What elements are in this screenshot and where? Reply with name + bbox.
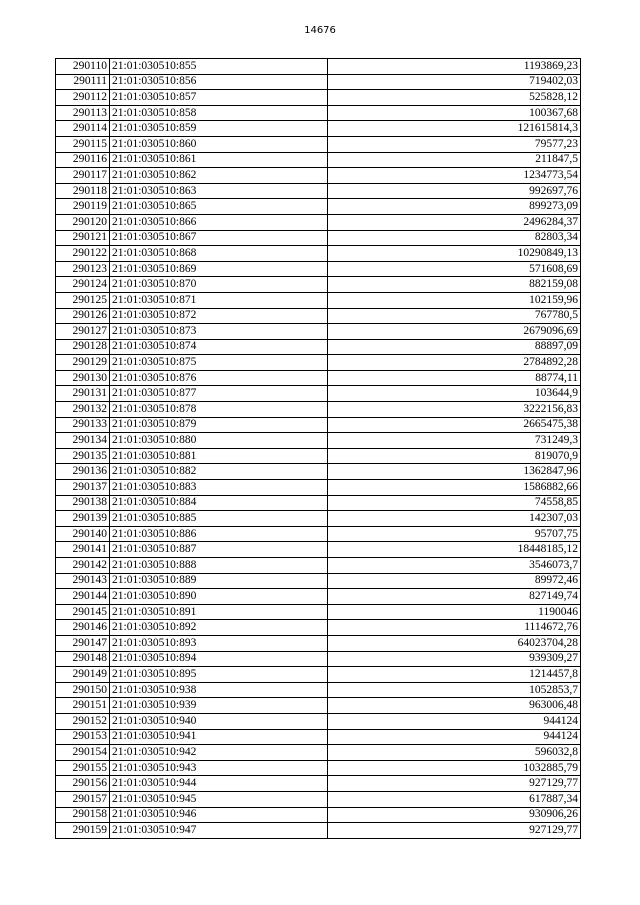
cadastral-value-cell: 1362847,96 [328, 464, 581, 480]
table-row [56, 339, 581, 355]
cadastral-value-cell: 102159,96 [328, 292, 581, 308]
table-row [56, 370, 581, 386]
table-row [56, 635, 581, 651]
cadastral-number-cell: 21:01:030510:940 [110, 713, 328, 729]
cadastral-number-cell: 21:01:030510:872 [110, 308, 328, 324]
cadastral-number-cell: 21:01:030510:857 [110, 90, 328, 106]
cadastral-value-cell: 927129,77 [328, 823, 581, 839]
row-number-cell: 290146 [56, 620, 110, 636]
row-number-cell: 290125 [56, 292, 110, 308]
cadastral-value-cell: 827149,74 [328, 589, 581, 605]
cadastral-value-cell: 596032,8 [328, 745, 581, 761]
cadastral-value-cell: 89972,46 [328, 573, 581, 589]
row-number-cell: 290141 [56, 542, 110, 558]
cadastral-number-cell: 21:01:030510:881 [110, 448, 328, 464]
cadastral-value-cell: 88774,11 [328, 370, 581, 386]
table-row [56, 760, 581, 776]
table-row [56, 152, 581, 168]
cadastral-number-cell: 21:01:030510:947 [110, 823, 328, 839]
table-row [56, 495, 581, 511]
table-row [56, 386, 581, 402]
cadastral-number-cell: 21:01:030510:856 [110, 74, 328, 90]
cadastral-number-cell: 21:01:030510:885 [110, 511, 328, 527]
cadastral-value-cell: 944124 [328, 713, 581, 729]
row-number-cell: 290119 [56, 199, 110, 215]
table-body [56, 59, 581, 839]
cadastral-value-cell: 819070,9 [328, 448, 581, 464]
cadastral-number-cell: 21:01:030510:859 [110, 121, 328, 137]
cadastral-value-cell: 525828,12 [328, 90, 581, 106]
cadastral-value-cell: 18448185,12 [328, 542, 581, 558]
row-number-cell: 290129 [56, 355, 110, 371]
table-row [56, 261, 581, 277]
table-row [56, 214, 581, 230]
table-row [56, 277, 581, 293]
row-number-cell: 290156 [56, 776, 110, 792]
cadastral-value-cell: 3222156,83 [328, 402, 581, 418]
cadastral-number-cell: 21:01:030510:888 [110, 558, 328, 574]
cadastral-number-cell: 21:01:030510:883 [110, 480, 328, 496]
cadastral-value-cell: 939309,27 [328, 651, 581, 667]
row-number-cell: 290135 [56, 448, 110, 464]
table-row [56, 558, 581, 574]
cadastral-value-cell: 2665475,38 [328, 417, 581, 433]
table-row [56, 729, 581, 745]
cadastral-value-cell: 882159,08 [328, 277, 581, 293]
table-row [56, 526, 581, 542]
cadastral-number-cell: 21:01:030510:855 [110, 59, 328, 75]
cadastral-number-cell: 21:01:030510:939 [110, 698, 328, 714]
table-row [56, 448, 581, 464]
cadastral-number-cell: 21:01:030510:891 [110, 604, 328, 620]
table-row [56, 105, 581, 121]
row-number-cell: 290118 [56, 183, 110, 199]
table-row [56, 355, 581, 371]
cadastral-value-cell: 944124 [328, 729, 581, 745]
cadastral-number-cell: 21:01:030510:876 [110, 370, 328, 386]
cadastral-number-cell: 21:01:030510:880 [110, 433, 328, 449]
cadastral-number-cell: 21:01:030510:862 [110, 168, 328, 184]
cadastral-value-cell: 103644,9 [328, 386, 581, 402]
row-number-cell: 290140 [56, 526, 110, 542]
cadastral-value-cell: 79577,23 [328, 136, 581, 152]
cadastral-number-cell: 21:01:030510:860 [110, 136, 328, 152]
cadastral-value-cell: 100367,68 [328, 105, 581, 121]
cadastral-number-cell: 21:01:030510:886 [110, 526, 328, 542]
table-row [56, 604, 581, 620]
table-row [56, 713, 581, 729]
table-row [56, 589, 581, 605]
cadastral-number-cell: 21:01:030510:887 [110, 542, 328, 558]
cadastral-number-cell: 21:01:030510:943 [110, 760, 328, 776]
table-row [56, 480, 581, 496]
table-row [56, 823, 581, 839]
cadastral-number-cell: 21:01:030510:868 [110, 246, 328, 262]
row-number-cell: 290147 [56, 635, 110, 651]
table-row [56, 464, 581, 480]
row-number-cell: 290127 [56, 324, 110, 340]
row-number-cell: 290159 [56, 823, 110, 839]
row-number-cell: 290155 [56, 760, 110, 776]
cadastral-number-cell: 21:01:030510:894 [110, 651, 328, 667]
row-number-cell: 290111 [56, 74, 110, 90]
cadastral-value-cell: 899273,09 [328, 199, 581, 215]
table-row [56, 745, 581, 761]
cadastral-value-cell: 211847,5 [328, 152, 581, 168]
table-row [56, 682, 581, 698]
cadastral-number-cell: 21:01:030510:889 [110, 573, 328, 589]
row-number-cell: 290130 [56, 370, 110, 386]
row-number-cell: 290149 [56, 667, 110, 683]
table-row [56, 698, 581, 714]
row-number-cell: 290114 [56, 121, 110, 137]
cadastral-number-cell: 21:01:030510:942 [110, 745, 328, 761]
table-row [56, 651, 581, 667]
cadastral-number-cell: 21:01:030510:895 [110, 667, 328, 683]
cadastral-number-cell: 21:01:030510:863 [110, 183, 328, 199]
row-number-cell: 290124 [56, 277, 110, 293]
row-number-cell: 290151 [56, 698, 110, 714]
row-number-cell: 290126 [56, 308, 110, 324]
row-number-cell: 290150 [56, 682, 110, 698]
cadastral-value-cell: 74558,85 [328, 495, 581, 511]
cadastral-value-table [55, 58, 581, 839]
row-number-cell: 290131 [56, 386, 110, 402]
row-number-cell: 290110 [56, 59, 110, 75]
cadastral-value-cell: 731249,3 [328, 433, 581, 449]
table-row [56, 121, 581, 137]
cadastral-number-cell: 21:01:030510:861 [110, 152, 328, 168]
row-number-cell: 290139 [56, 511, 110, 527]
table-row [56, 292, 581, 308]
cadastral-number-cell: 21:01:030510:871 [110, 292, 328, 308]
table-row [56, 230, 581, 246]
cadastral-value-cell: 95707,75 [328, 526, 581, 542]
cadastral-number-cell: 21:01:030510:941 [110, 729, 328, 745]
cadastral-value-cell: 1234773,54 [328, 168, 581, 184]
cadastral-value-cell: 719402,03 [328, 74, 581, 90]
cadastral-value-cell: 10290849,13 [328, 246, 581, 262]
table-row [56, 667, 581, 683]
page-number: 14676 [304, 25, 336, 36]
cadastral-number-cell: 21:01:030510:865 [110, 199, 328, 215]
cadastral-number-cell: 21:01:030510:890 [110, 589, 328, 605]
cadastral-number-cell: 21:01:030510:893 [110, 635, 328, 651]
cadastral-value-cell: 1052853,7 [328, 682, 581, 698]
row-number-cell: 290121 [56, 230, 110, 246]
cadastral-number-cell: 21:01:030510:873 [110, 324, 328, 340]
table-row [56, 791, 581, 807]
table-row [56, 199, 581, 215]
row-number-cell: 290122 [56, 246, 110, 262]
cadastral-value-cell: 2496284,37 [328, 214, 581, 230]
row-number-cell: 290152 [56, 713, 110, 729]
cadastral-number-cell: 21:01:030510:938 [110, 682, 328, 698]
cadastral-value-cell: 82803,34 [328, 230, 581, 246]
table-row [56, 59, 581, 75]
cadastral-number-cell: 21:01:030510:867 [110, 230, 328, 246]
cadastral-value-cell: 2679096,69 [328, 324, 581, 340]
row-number-cell: 290113 [56, 105, 110, 121]
row-number-cell: 290112 [56, 90, 110, 106]
row-number-cell: 290134 [56, 433, 110, 449]
row-number-cell: 290132 [56, 402, 110, 418]
cadastral-value-cell: 2784892,28 [328, 355, 581, 371]
cadastral-value-cell: 3546073,7 [328, 558, 581, 574]
cadastral-value-cell: 963006,48 [328, 698, 581, 714]
row-number-cell: 290137 [56, 480, 110, 496]
cadastral-number-cell: 21:01:030510:884 [110, 495, 328, 511]
row-number-cell: 290143 [56, 573, 110, 589]
table-row [56, 136, 581, 152]
cadastral-number-cell: 21:01:030510:875 [110, 355, 328, 371]
cadastral-value-cell: 1586882,66 [328, 480, 581, 496]
row-number-cell: 290115 [56, 136, 110, 152]
cadastral-number-cell: 21:01:030510:879 [110, 417, 328, 433]
cadastral-number-cell: 21:01:030510:946 [110, 807, 328, 823]
cadastral-value-cell: 1214457,8 [328, 667, 581, 683]
row-number-cell: 290154 [56, 745, 110, 761]
table-row [56, 324, 581, 340]
row-number-cell: 290157 [56, 791, 110, 807]
cadastral-number-cell: 21:01:030510:945 [110, 791, 328, 807]
cadastral-number-cell: 21:01:030510:877 [110, 386, 328, 402]
row-number-cell: 290145 [56, 604, 110, 620]
cadastral-value-cell: 767780,5 [328, 308, 581, 324]
row-number-cell: 290158 [56, 807, 110, 823]
cadastral-number-cell: 21:01:030510:858 [110, 105, 328, 121]
cadastral-number-cell: 21:01:030510:882 [110, 464, 328, 480]
cadastral-number-cell: 21:01:030510:944 [110, 776, 328, 792]
table-row [56, 573, 581, 589]
row-number-cell: 290123 [56, 261, 110, 277]
cadastral-value-cell: 1114672,76 [328, 620, 581, 636]
cadastral-number-cell: 21:01:030510:874 [110, 339, 328, 355]
table-row [56, 183, 581, 199]
table-row [56, 402, 581, 418]
cadastral-number-cell: 21:01:030510:866 [110, 214, 328, 230]
cadastral-number-cell: 21:01:030510:878 [110, 402, 328, 418]
table-row [56, 90, 581, 106]
table-row [56, 246, 581, 262]
table-row [56, 776, 581, 792]
table-row [56, 168, 581, 184]
table-row [56, 417, 581, 433]
row-number-cell: 290144 [56, 589, 110, 605]
row-number-cell: 290136 [56, 464, 110, 480]
row-number-cell: 290142 [56, 558, 110, 574]
row-number-cell: 290120 [56, 214, 110, 230]
cadastral-value-cell: 64023704,28 [328, 635, 581, 651]
cadastral-value-cell: 571608,69 [328, 261, 581, 277]
table-row [56, 433, 581, 449]
table-row [56, 308, 581, 324]
row-number-cell: 290117 [56, 168, 110, 184]
cadastral-value-cell: 930906,26 [328, 807, 581, 823]
cadastral-value-cell: 1193869,23 [328, 59, 581, 75]
cadastral-number-cell: 21:01:030510:869 [110, 261, 328, 277]
cadastral-value-cell: 142307,03 [328, 511, 581, 527]
cadastral-value-cell: 1190046 [328, 604, 581, 620]
row-number-cell: 290138 [56, 495, 110, 511]
cadastral-value-cell: 88897,09 [328, 339, 581, 355]
table-row [56, 511, 581, 527]
cadastral-value-cell: 992697,76 [328, 183, 581, 199]
cadastral-value-cell: 121615814,3 [328, 121, 581, 137]
table-row [56, 74, 581, 90]
cadastral-number-cell: 21:01:030510:870 [110, 277, 328, 293]
row-number-cell: 290133 [56, 417, 110, 433]
row-number-cell: 290116 [56, 152, 110, 168]
cadastral-value-cell: 1032885,79 [328, 760, 581, 776]
table-row [56, 620, 581, 636]
table-row [56, 807, 581, 823]
row-number-cell: 290148 [56, 651, 110, 667]
row-number-cell: 290128 [56, 339, 110, 355]
table-row [56, 542, 581, 558]
row-number-cell: 290153 [56, 729, 110, 745]
cadastral-value-cell: 617887,34 [328, 791, 581, 807]
cadastral-value-cell: 927129,77 [328, 776, 581, 792]
cadastral-number-cell: 21:01:030510:892 [110, 620, 328, 636]
